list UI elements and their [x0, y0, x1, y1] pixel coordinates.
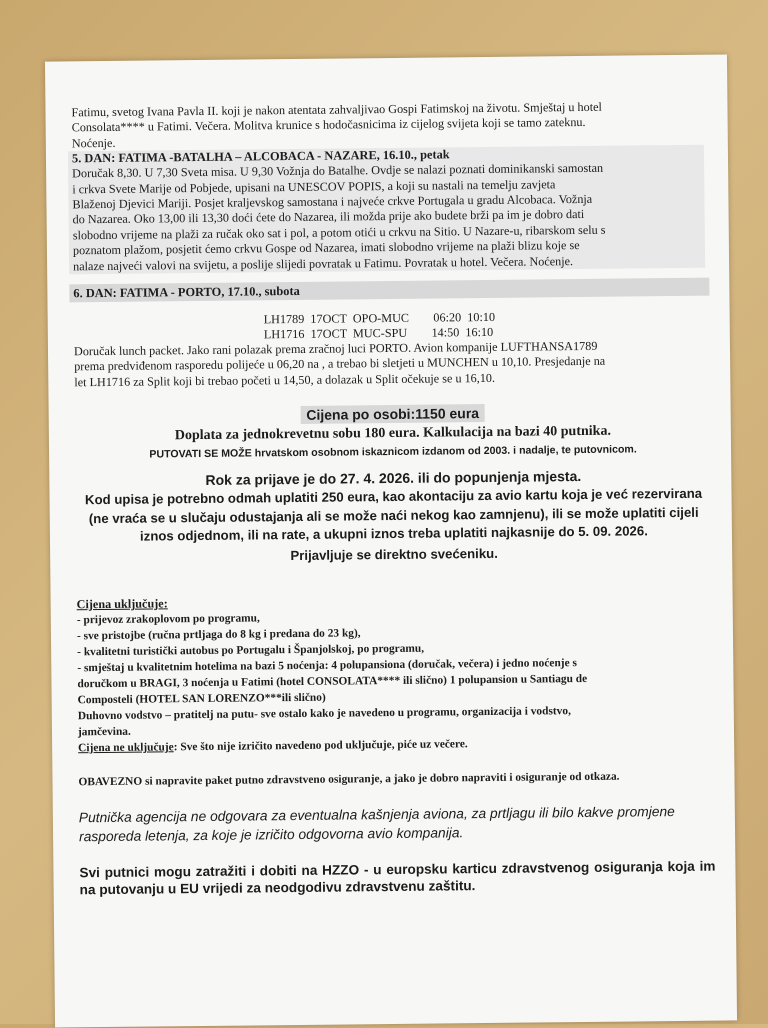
flight-row: LH1716 17OCT MUC-SPU 14:50 16:10: [263, 324, 494, 342]
includes-section: [77, 591, 715, 757]
day5-line: Blaženoj Djevici Mariji. Posjet kraljevskog samostana i najveće crkve Portugala u gradu Alcobaca. Vožnja: [72, 191, 593, 212]
day6-line: let LH1716 za Split koji bi trebao početi u 14,50, a dolazak u Split očekuje se u 16,10.: [74, 370, 496, 390]
day5-header: 5. DAN: FATIMA -BATALHA – ALCOBACA - NAZARE, 16.10., petak: [71, 147, 450, 166]
includes-item: jamčevina.: [77, 726, 131, 739]
day6-header: 6. DAN: FATIMA - PORTO, 17.10., subota: [69, 278, 709, 303]
agency-disclaimer: Putnička agencija ne odgovara za eventualna kašnjenja aviona, za prtljagu ili bilo kakve promjene rasporeda letenja, za koje je izričito odgovorna avio kompanija.: [78, 804, 675, 845]
day5-line: i crkva Svete Marije od Pobjede, upisani na UNESCOV POPIS, a koji su nastali na temelju zavjeta: [72, 176, 556, 196]
price-title: Cijena po osobi:1150 eura: [300, 404, 485, 424]
includes-item: - sve pristojbe (ručna prtljaga do 8 kg i predana do 23 kg),: [76, 627, 361, 643]
includes-item: - smještaj u kvalitetnim hotelima na bazi 5 noćenja: 4 polupansiona (doručak, večera) i jedno noćenje s: [77, 657, 577, 675]
includes-title-text: Cijena uključuje: [76, 596, 164, 612]
registration-deadline: Rok za prijave je do 27. 4. 2026. ili do popunjenja mjesta.: [205, 468, 582, 489]
day5-line: slobodno vrijeme na plaži za ručak oko sat i pol, a potom otići u crkvu na Sitio. U Nazare-u, ribarskom selu s: [72, 222, 606, 243]
day6-section: [73, 278, 710, 391]
registration-contact: Prijavljuje se direktno svećeniku.: [290, 545, 498, 563]
includes-item: - kvalitetni turistički autobus po Portugalu i Španjolskoj, po programu,: [77, 642, 425, 659]
insurance-note: OBAVEZNO si napravite paket putno zdravstveno osiguranje, a jako je dobro napraviti i osiguranje od otkaza.: [78, 770, 620, 789]
day6-line: Doručak lunch packet. Jako rani polazak prema zračnoj luci PORTO. Avion kompanije LUFTHANSA1789: [73, 338, 598, 359]
day5-line: poznatom plažom, posjetit ćemo crkvu Gospe od Nazarea, imati slobodno vrijeme na plaži blizu koje se: [72, 238, 580, 258]
hzzo-card-note: Svi putnici mogu zatražiti i dobiti na HZZO - u europsku karticu zdravstvenog osiguranja koja im na putovanju u EU vrijedi za neodgodivu zdravstvenu zaštitu.: [79, 858, 716, 898]
includes-item: doručkom u BRAGI, 3 noćenja u Fatimi (hotel CONSOLATA**** ili slično) 1 polupansion u Santiagu de: [77, 673, 588, 691]
day5-line: do Nazarea. Oko 13,00 ili 13,30 doći ćete do Nazarea, ili možda prije ako budete brži pa im je dobro dati: [72, 207, 585, 227]
day5-line: nalaze najveći valovi na svijetu, a poslije slijedi povratak u Fatimu. Povratak u hotel. Večera. Noćenje.: [73, 253, 574, 273]
includes-item: Duhovno vodstvo – pratitelj na putu- sve ostalo kako je navedeno u programu, organizacija i vodstvo,: [77, 705, 571, 723]
includes-item: - prijevoz zrakoplovom po programu,: [76, 612, 260, 627]
intro-line: Noćenje.: [71, 135, 116, 151]
includes-title-colon: :: [163, 596, 168, 611]
intro-line: Fatimu, svetog Ivana Pavla II. koji je nakon atentata zahvaljivao Gospi Fatimskoj na životu. Smještaj u hotel: [71, 99, 602, 120]
day5-section: [68, 145, 705, 274]
day5-line: Doručak 8,30. U 7,30 Sveta misa. U 9,30 Vožnja do Batalhe. Ovdje se nalazi poznati dominikanski samostan: [72, 160, 604, 181]
day6-line: prema predviđenom rasporedu polijeće u 06,20 na , a trebao bi sletjeti u MUNCHEN u 10,10. Presjedanje na: [74, 354, 606, 374]
flight-row: LH1789 17OCT OPO-MUC 06:20 10:10: [263, 309, 496, 327]
excludes-text: : Sve što nije izričito navedeno pod uključuje, piće uz večere.: [173, 738, 468, 754]
payment-terms: Kod upisa je potrebno odmah uplatiti 250 eura, kao akontaciju za avio kartu koja je već rezervirana (ne vraća se u slučaju odustajanja ali se može naći nekog kao zamnjenu), ili se može uplatiti cijeli iznos odjednom, ili na rate, a ukupni iznos treba uplatiti najkasnije do 5. 09. 2026.: [84, 486, 703, 544]
flyer-sheet: [45, 54, 737, 1027]
intro-section: [71, 99, 707, 152]
includes-item: Composteli (HOTEL SAN LORENZO***ili slično): [77, 691, 326, 707]
flight-table: [264, 308, 710, 343]
price-section: [74, 384, 712, 568]
excludes-label: Cijena ne uključuje: [78, 741, 174, 755]
travel-documents-note: PUTOVATI SE MOŽE hrvatskom osobnom iskaznicom izdanom od 2003. i nadalje, te putovnicom.: [149, 443, 637, 461]
single-room-supplement: Doplata za jednokrevetnu sobu 180 eura. Kalkulacija na bazi 40 putnika.: [174, 423, 612, 444]
flyer-content: [71, 99, 715, 899]
intro-line: Consolata**** u Fatimi. Večera. Molitva krunice s hodočasnicima iz cijelog svijeta koji se tamo zateknu.: [71, 115, 586, 135]
